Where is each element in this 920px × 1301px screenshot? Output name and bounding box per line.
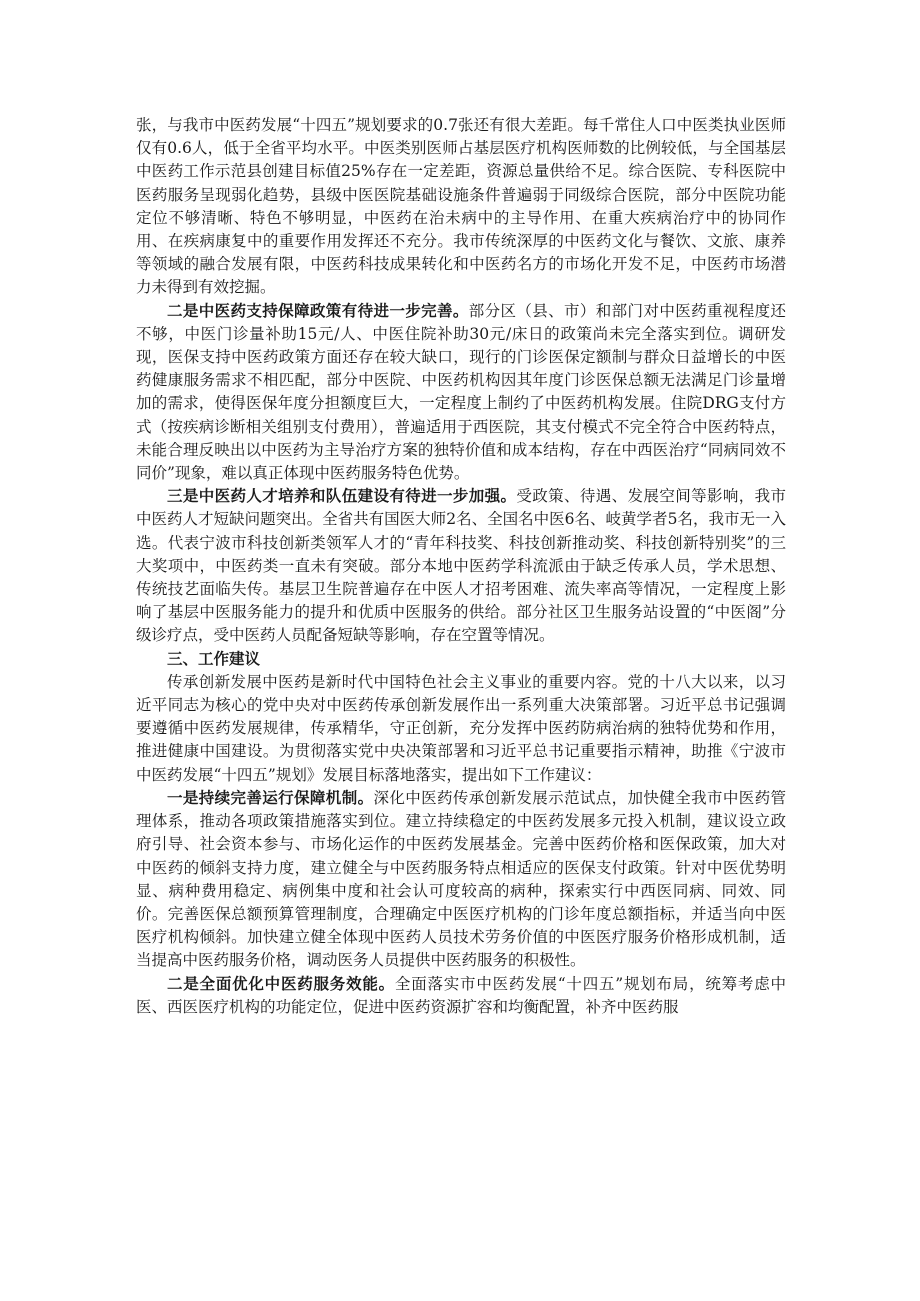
paragraph-bed-shortage — [136, 114, 786, 300]
paragraph-policy-support — [136, 300, 786, 486]
paragraph-lead: 二是中医药支持保障政策有待进一步完善。 — [167, 301, 469, 320]
paragraph-lead: 二是全面优化中医药服务效能。 — [167, 974, 395, 993]
paragraph-service-efficiency — [136, 973, 786, 1019]
paragraph-body: 全面落实市中医药发展“十四五”规划布局，统筹考虑中医、西医医疗机构的功能定位，促进中医药资源扩容和均衡配置，补齐中医药服 — [136, 974, 786, 1016]
paragraph-body: 部分区（县、市）和部门对中医药重视程度还不够，中医门诊量补助15元/人、中医住院补助30元/床日的政策尚未完全落实到位。调研发现，医保支持中医药政策方面还存在较大缺口，现行的门诊医保定额制与群众日益增长的中医药健康服务需求不相匹配，部分中医院、中医药机构因其年度门诊医保总额无法满足门诊量增加的需求，使得医保年度分担额度巨大，一定程度上制约了中医药机构发展。住院DRG支付方式（按疾病诊断相关组别支付费用），普遍适用于西医院，其支付模式不完全符合中医药特点，未能合理反映出以中医药为主导治疗方案的独特价值和成本结构，存在中西医治疗“同病同效不同价”现象，难以真正体现中医药服务特色优势。 — [136, 301, 786, 483]
paragraph-talent-building — [136, 485, 786, 647]
paragraph-body: 深化中医药传承创新发展示范试点，加快健全我市中医药管理体系，推动各项政策措施落实到位。建立持续稳定的中医药发展多元投入机制，建议设立政府引导、社会资本参与、市场化运作的中医药发展基金。完善中医药价格和医保政策，加大对中医药的倾斜支持力度，建立健全与中医药服务特点相适应的医保支付政策。针对中医优势明显、病种费用稳定、病例集中度和社会认可度较高的病种，探索实行中西医同病、同效、同价。完善医保总额预算管理制度，合理确定中医医疗机构的门诊年度总额指标，并适当向中医医疗机构倾斜。加快建立健全体现中医药人员技术劳务价值的中医医疗服务价格形成机制，适当提高中医药服务价格，调动医务人员提供中医药服务的积极性。 — [136, 788, 786, 970]
paragraph-lead: 一是持续完善运行保障机制。 — [167, 788, 374, 807]
paragraph-body: 受政策、待遇、发展空间等影响，我市中医药人才短缺问题突出。全省共有国医大师2名、全国名中医6名、岐黄学者5名，我市无一入选。代表宁波市科技创新类领军人才的“青年科技奖、科技创新推动奖、科技创新特别奖”的三大奖项中，中医药类一直未有突破。部分本地中医药学科流派由于缺乏传承人员，学术思想、传统技艺面临失传。基层卫生院普遍存在中医人才招考困难、流失率高等情况，一定程度上影响了基层中医服务能力的提升和优质中医服务的供给。部分社区卫生服务站设置的“中医阁”分级诊疗点，受中医药人员配备短缺等影响，存在空置等情况。 — [136, 487, 786, 645]
paragraph-intro-suggestions — [136, 671, 786, 787]
paragraph-lead: 三是中医药人才培养和队伍建设有待进一步加强。 — [167, 487, 517, 506]
document-page — [136, 114, 786, 1019]
paragraph-body: 张，与我市中医药发展“十四五”规划要求的0.7张还有很大差距。每千常住人口中医类执业医师仅有0.6人，低于全省平均水平。中医类别医师占基层医疗机构医师数的比例较低，与全国基层中医药工作示范县创建目标值25%存在一定差距，资源总量供给不足。综合医院、专科医院中医药服务呈现弱化趋势，县级中医医院基础设施条件普遍弱于同级综合医院，部分中医院功能定位不够清晰、特色不够明显，中医药在治未病中的主导作用、在重大疾病治疗中的协同作用、在疾病康复中的重要作用发挥还不充分。我市传统深厚的中医药文化与餐饮、文旅、康养等领域的融合发展有限，中医药科技成果转化和中医药名方的市场化开发不足，中医药市场潜力未得到有效挖掘。 — [136, 116, 786, 297]
section-heading-work-suggestions: 三、工作建议 — [167, 649, 261, 668]
paragraph-guarantee-mechanism — [136, 787, 786, 973]
paragraph-body: 传承创新发展中医药是新时代中国特色社会主义事业的重要内容。党的十八大以来，以习近平同志为核心的党中央对中医药传承创新发展作出一系列重大决策部署。习近平总书记强调要遵循中医药发展规律，传承精华，守正创新，充分发挥中医药防病治病的独特优势和作用，推进健康中国建设。为贯彻落实党中央决策部署和习近平总书记重要指示精神，助推《宁波市中医药发展“十四五”规划》发展目标落地落实，提出如下工作建议： — [136, 672, 786, 784]
